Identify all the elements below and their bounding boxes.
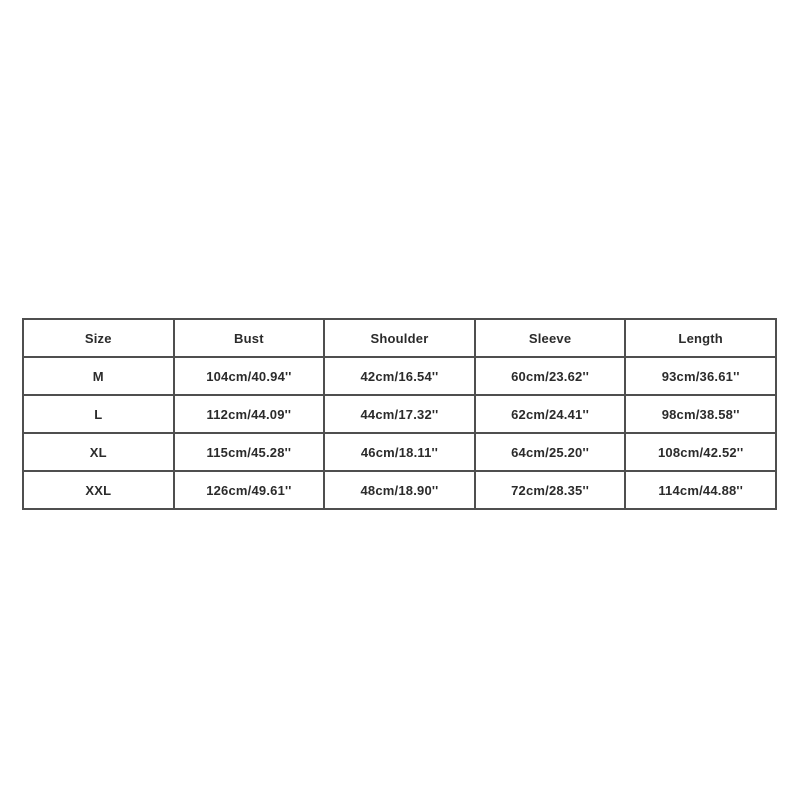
size-label-cell: M xyxy=(23,357,174,395)
column-header: Length xyxy=(625,319,776,357)
table-cell: 108cm/42.52'' xyxy=(625,433,776,471)
table-cell: 126cm/49.61'' xyxy=(174,471,325,509)
size-chart-body xyxy=(23,357,776,509)
table-row xyxy=(23,357,776,395)
table-cell: 44cm/17.32'' xyxy=(324,395,475,433)
size-chart-container xyxy=(22,318,777,502)
table-cell: 62cm/24.41'' xyxy=(475,395,626,433)
table-cell: 93cm/36.61'' xyxy=(625,357,776,395)
table-cell: 42cm/16.54'' xyxy=(324,357,475,395)
table-row xyxy=(23,395,776,433)
column-header: Shoulder xyxy=(324,319,475,357)
table-cell: 72cm/28.35'' xyxy=(475,471,626,509)
table-cell: 60cm/23.62'' xyxy=(475,357,626,395)
table-cell: 115cm/45.28'' xyxy=(174,433,325,471)
table-cell: 114cm/44.88'' xyxy=(625,471,776,509)
size-chart-table xyxy=(22,318,777,510)
header-row xyxy=(23,319,776,357)
table-cell: 48cm/18.90'' xyxy=(324,471,475,509)
size-chart-header xyxy=(23,319,776,357)
table-row xyxy=(23,471,776,509)
column-header: Sleeve xyxy=(475,319,626,357)
size-label-cell: XXL xyxy=(23,471,174,509)
size-label-cell: XL xyxy=(23,433,174,471)
table-cell: 104cm/40.94'' xyxy=(174,357,325,395)
table-cell: 46cm/18.11'' xyxy=(324,433,475,471)
table-cell: 112cm/44.09'' xyxy=(174,395,325,433)
column-header: Bust xyxy=(174,319,325,357)
table-row xyxy=(23,433,776,471)
table-cell: 98cm/38.58'' xyxy=(625,395,776,433)
size-label-cell: L xyxy=(23,395,174,433)
table-cell: 64cm/25.20'' xyxy=(475,433,626,471)
column-header: Size xyxy=(23,319,174,357)
